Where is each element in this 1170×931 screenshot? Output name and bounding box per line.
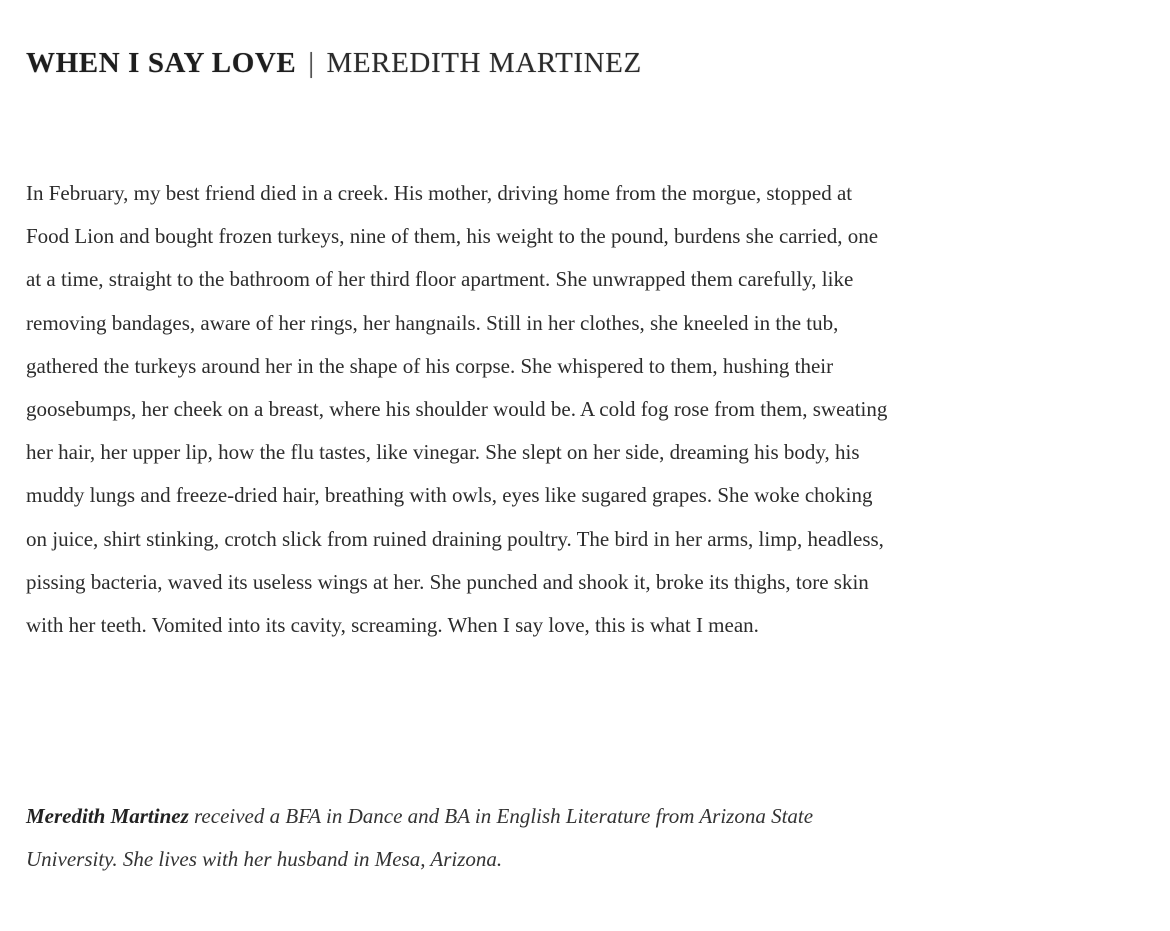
- poem-line-3: at a time, straight to the bathroom of her third floor apartment. She unwrapped them carefully, like: [26, 267, 854, 292]
- poem-line-5: gathered the turkeys around her in the shape of his corpse. She whispered to them, hushing their: [26, 353, 834, 378]
- bio-line-1: [26, 795, 1162, 838]
- page-title: [26, 47, 642, 80]
- poem-line-1: In February, my best friend died in a creek. His mother, driving home from the morgue, stopped at: [26, 181, 853, 205]
- poem-line-11: with her teeth. Vomited into its cavity, screaming. When I say love, this is what I mean.: [26, 613, 759, 638]
- document-page: [26, 0, 1162, 931]
- poem-line-10: pissing bacteria, waved its useless wings at her. She punched and shook it, broke its thighs, tore skin: [26, 569, 869, 594]
- bio-line-1-text: received a BFA in Dance and BA in English Literature from Arizona State: [188, 804, 814, 828]
- poem-line-4: removing bandages, aware of her rings, her hangnails. Still in her clothes, she kneeled in the tub,: [26, 310, 839, 335]
- title-separator: |: [308, 47, 315, 79]
- author-name-heading: MEREDITH MARTINEZ: [326, 47, 642, 79]
- poem-line-6: goosebumps, her cheek on a breast, where his shoulder would be. A cold fog rose from them, sweating: [26, 397, 888, 422]
- author-bio: [26, 795, 1162, 881]
- poem-line-8: muddy lungs and freeze-dried hair, breathing with owls, eyes like sugared grapes. She woke choking: [26, 483, 873, 508]
- poem-title: WHEN I SAY LOVE: [26, 47, 297, 79]
- poem-body: [26, 172, 1162, 647]
- bio-line-2: University. She lives with her husband in Mesa, Arizona.: [26, 847, 503, 871]
- poem-line-7: her hair, her upper lip, how the flu tastes, like vinegar. She slept on her side, dreaming his body, his: [26, 440, 860, 465]
- poem-line-2: Food Lion and bought frozen turkeys, nine of them, his weight to the pound, burdens she carried, one: [26, 224, 879, 249]
- bio-author-name: Meredith Martinez: [26, 804, 189, 828]
- poem-line-9: on juice, shirt stinking, crotch slick from ruined draining poultry. The bird in her arms, limp, headless,: [26, 526, 884, 551]
